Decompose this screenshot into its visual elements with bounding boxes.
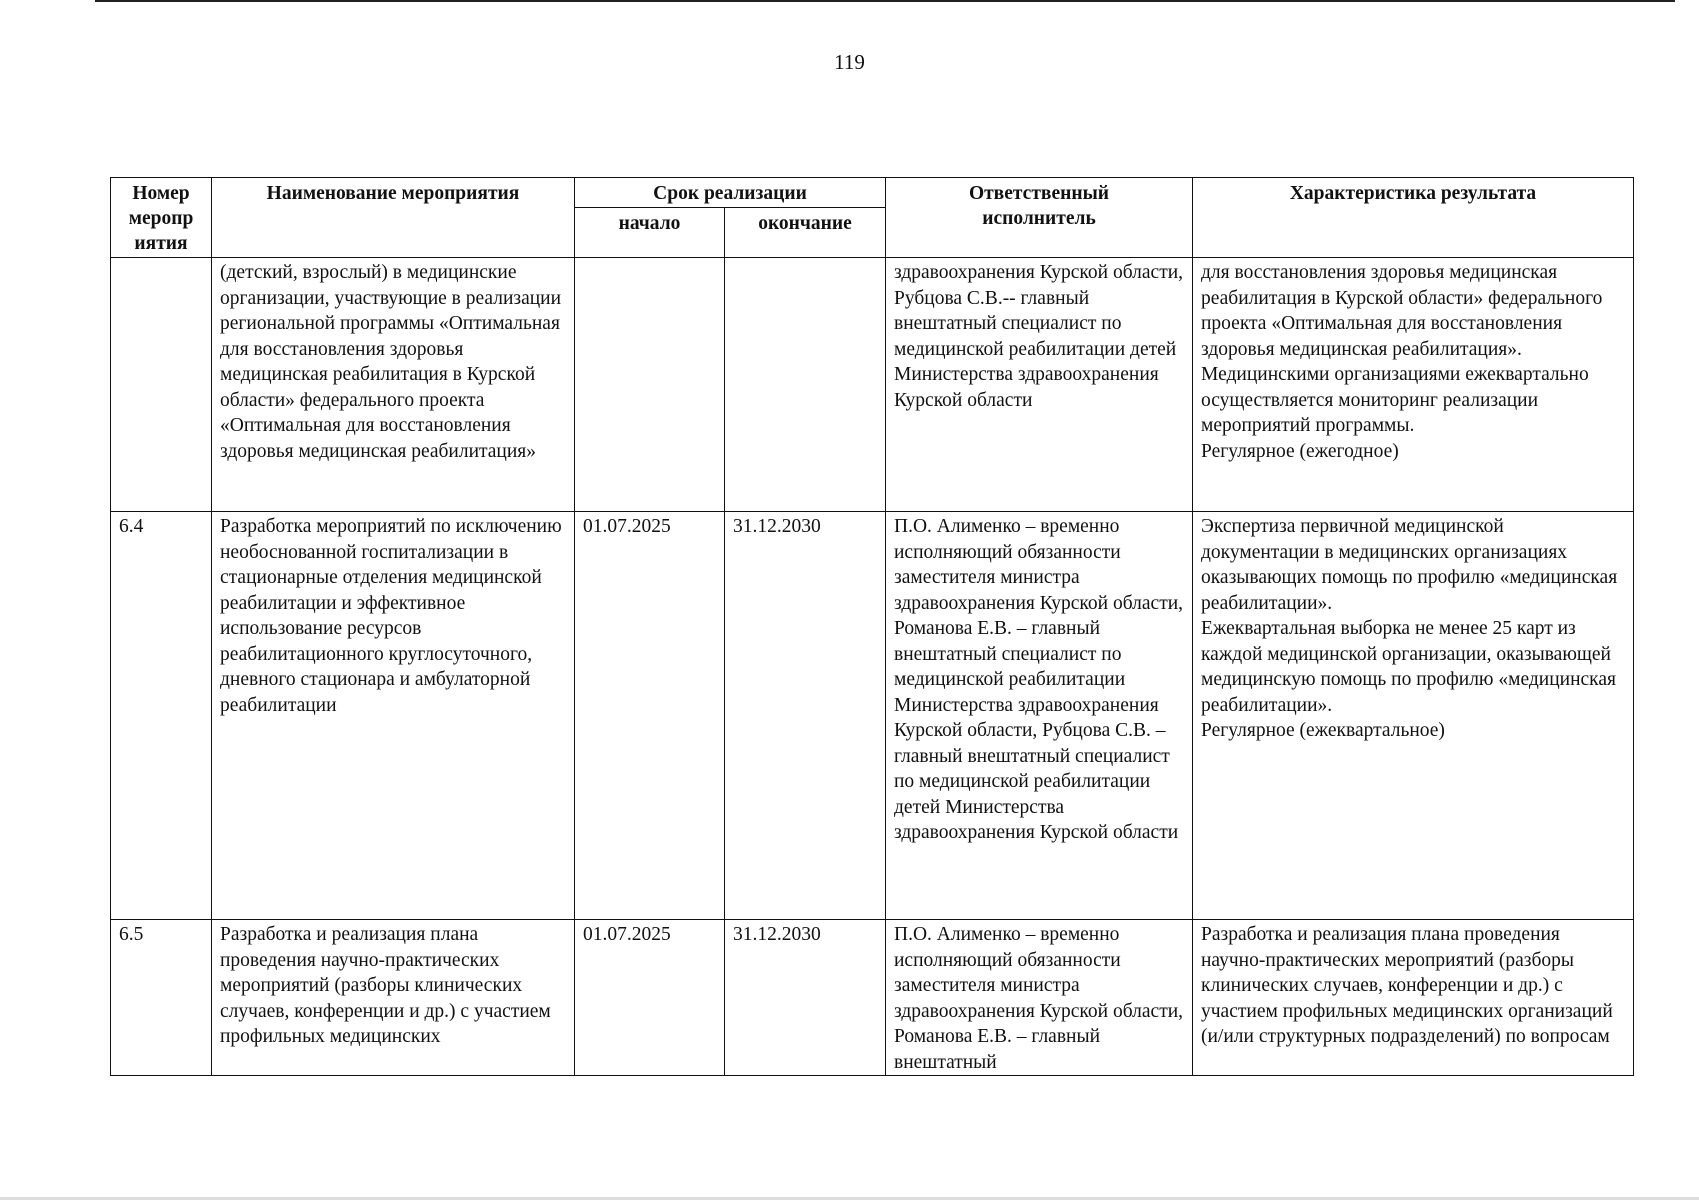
header-row-1 [111,178,1634,208]
cell-end [725,258,886,512]
cell-responsible: П.О. Алименко – временно исполняющий обязанности заместителя министра здравоохранения Курской области, Романова Е.В. – главный внештатный [886,920,1193,1076]
cell-number: 6.4 [111,512,212,920]
cell-number [111,258,212,512]
header-start: начало [575,208,725,258]
header-number: Номер меропр иятия [111,178,212,258]
page-number: 119 [834,50,865,74]
table-row [111,512,1634,920]
cell-start: 01.07.2025 [575,512,725,920]
cell-responsible: здравоохранения Курской области, Рубцова С.В.-- главный внештатный специалист по медицинской реабилитации детей Министерства здравоохранения Курской области [886,258,1193,512]
table-row [111,258,1634,512]
cell-name: Разработка и реализация плана проведения научно-практических мероприятий (разборы клинических случаев, конференции и др.) с участием профильных медицинских [212,920,575,1076]
header-result: Характеристика результата [1193,178,1634,258]
cell-responsible: П.О. Алименко – временно исполняющий обязанности заместителя министра здравоохранения Курской области, Романова Е.В. – главный внештатный специалист по медицинской реабилитации Министерства здравоохранения Курской области, Рубцова С.В. – главный внештатный специалист по медицинской реабилитации детей Министерства здравоохранения Курской области [886,512,1193,920]
header-responsible: Ответственный исполнитель [886,178,1193,258]
cell-result: Разработка и реализация плана проведения научно-практических мероприятий (разборы клинических случаев, конференции и др.) с участием профильных медицинских организаций (и/или структурных подразделений) по вопросам [1193,920,1634,1076]
cell-number: 6.5 [111,920,212,1076]
cell-result: Экспертиза первичной медицинской документации в медицинских организациях оказывающих помощь по профилю «медицинская реабилитации». Ежеквартальная выборка не менее 25 карт из каждой медицинской организации, оказывающей медицинскую помощь по профилю «медицинская реабилитации». Регулярное (ежеквартальное) [1193,512,1634,920]
cell-start [575,258,725,512]
header-period: Срок реализации [575,178,886,208]
cell-start: 01.07.2025 [575,920,725,1076]
cell-name: (детский, взрослый) в медицинские организации, участвующие в реализации региональной программы «Оптимальная для восстановления здоровья медицинская реабилитация в Курской области» федерального проекта «Оптимальная для восстановления здоровья медицинская реабилитация» [212,258,575,512]
cell-name: Разработка мероприятий по исключению необоснованной госпитализации в стационарные отделения медицинской реабилитации и эффективное использование ресурсов реабилитационного круглосуточного, дневного стационара и амбулаторной реабилитации [212,512,575,920]
cell-result: для восстановления здоровья медицинская реабилитация в Курской области» федерального проекта «Оптимальная для восстановления здоровья медицинская реабилитация». Медицинскими организациями ежеквартально осуществляется мониторинг реализации мероприятий программы. Регулярное (ежегодное) [1193,258,1634,512]
cell-end: 31.12.2030 [725,512,886,920]
header-end: окончание [725,208,886,258]
table-row [111,920,1634,1076]
activities-table [110,177,1634,1076]
top-rule [95,0,1675,2]
cell-end: 31.12.2030 [725,920,886,1076]
header-name: Наименование мероприятия [212,178,575,258]
